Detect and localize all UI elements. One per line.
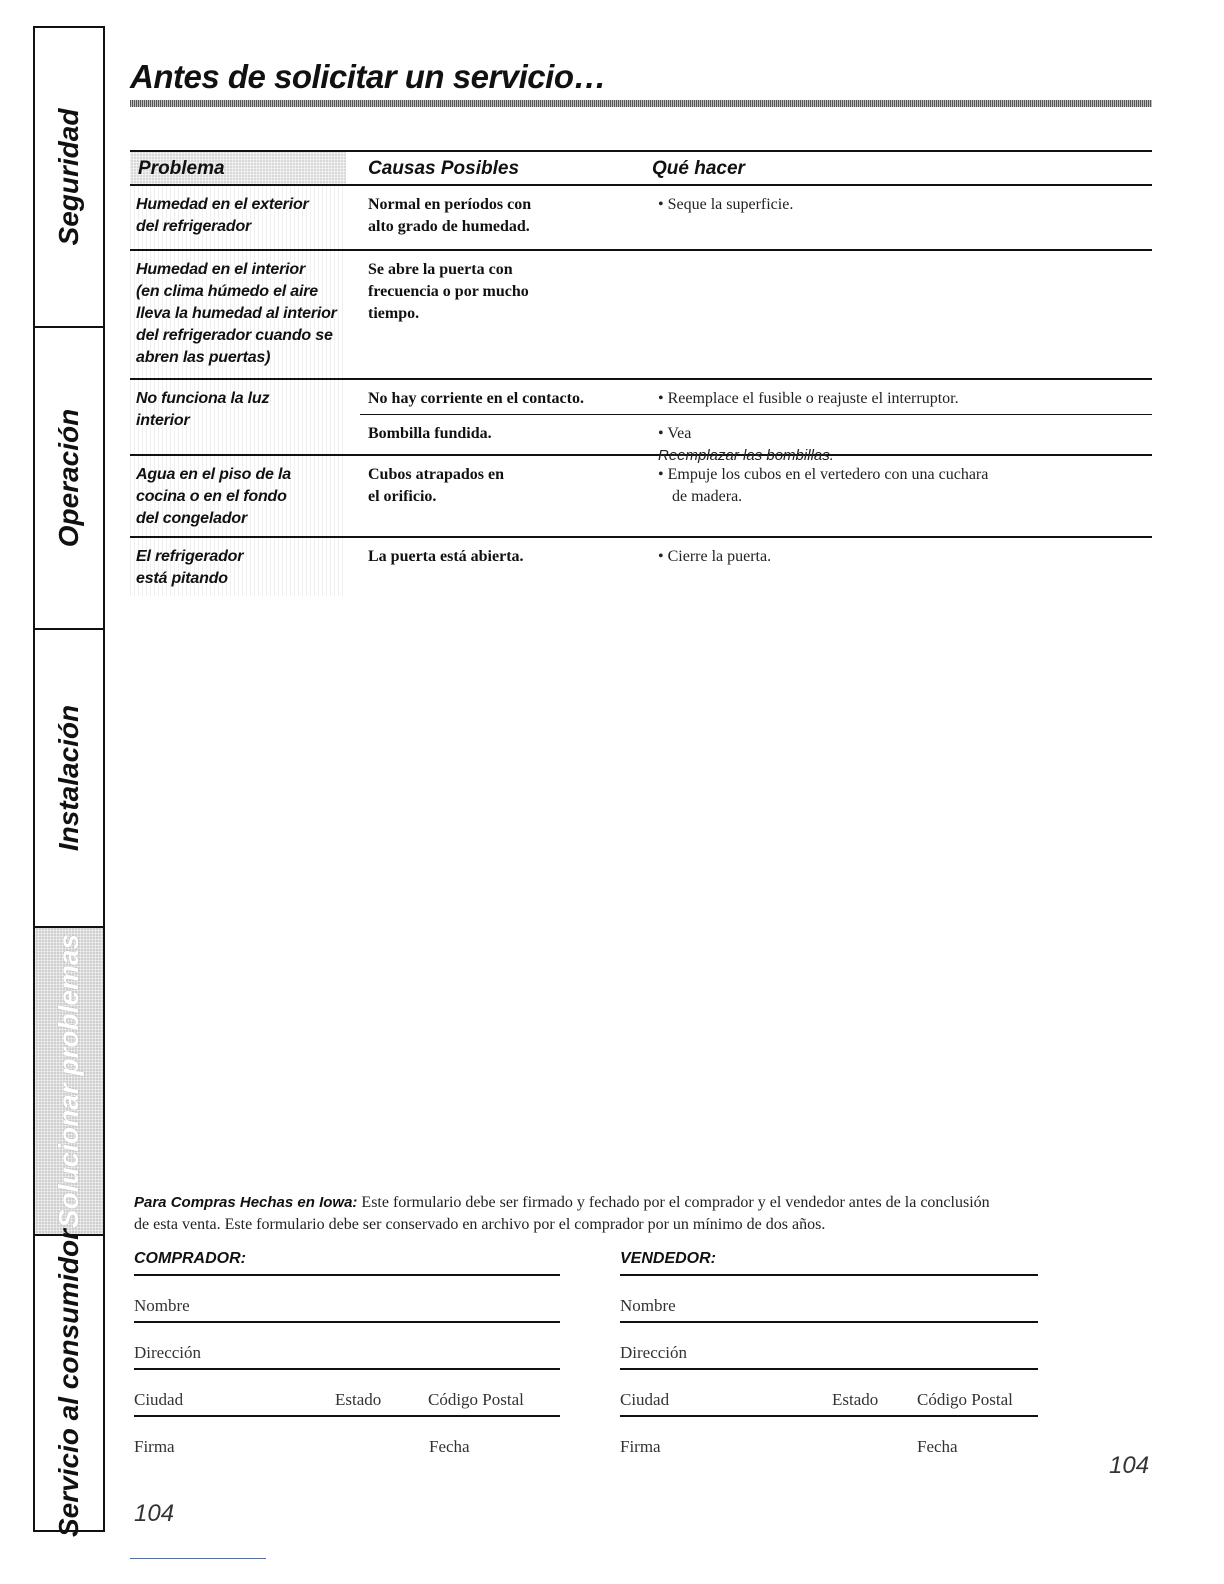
seller-name-field[interactable] <box>620 1276 1038 1323</box>
cause-text: La puerta está abierta. <box>368 548 524 565</box>
field-label: Fecha <box>429 1437 470 1456</box>
problem-text: No funciona la luz interior <box>136 390 270 429</box>
buyer-form <box>134 1250 560 1464</box>
cause-entry <box>360 380 1152 415</box>
iowa-notice-lead: Para Compras Hechas en Iowa: <box>134 1194 358 1211</box>
seller-form-title: VENDEDOR: <box>620 1250 1038 1276</box>
action-text: • Vea Reemplazar las bombillas. <box>658 425 834 464</box>
problem-cell <box>130 380 346 454</box>
tab-label: Solucionar problemas <box>53 933 84 1229</box>
footer-rule <box>130 1558 266 1559</box>
action-text: • Empuje los cubos en el vertedero con una cuchara de madera. <box>658 466 989 505</box>
buyer-signature-date-field[interactable] <box>134 1417 560 1464</box>
cause-text: Bombilla fundida. <box>368 425 492 442</box>
table-row <box>130 538 1152 596</box>
field-label: Nombre <box>620 1296 676 1315</box>
page-number: 104 <box>1109 1452 1150 1479</box>
field-label: Dirección <box>134 1343 202 1362</box>
tab-solucionar-problemas[interactable] <box>35 928 103 1236</box>
section-tabs <box>33 26 105 1538</box>
tab-label: Operación <box>53 408 84 548</box>
field-label: Firma <box>620 1437 661 1456</box>
iowa-notice: Para Compras Hechas en Iowa: Este formulario debe ser firmado y fechado por el comprador y el vendedor antes de la conclusión de esta venta. Este formulario debe ser conservado en archivo por el comprador por un mínimo de dos años. <box>134 1194 990 1233</box>
tab-label: Servicio al consumidor <box>53 1228 84 1538</box>
column-header-problem: Problema <box>138 158 225 179</box>
seller-address-field[interactable] <box>620 1323 1038 1370</box>
seller-form <box>620 1250 1038 1464</box>
cross-reference-link[interactable]: Reemplazar las bombillas. <box>658 447 834 464</box>
buyer-city-state-zip-field[interactable] <box>134 1370 560 1417</box>
table-row <box>130 456 1152 538</box>
tab-seguridad[interactable] <box>35 28 103 328</box>
field-label: Código Postal <box>917 1390 1013 1409</box>
field-label: Ciudad <box>134 1390 184 1409</box>
cause-text: Cubos atrapados en el orificio. <box>368 466 505 505</box>
troubleshooting-table <box>130 150 1152 596</box>
seller-city-state-zip-field[interactable] <box>620 1370 1038 1417</box>
tab-servicio-al-consumidor[interactable] <box>35 1228 103 1538</box>
action-text: • Reemplace el fusible o reajuste el interruptor. <box>658 390 959 407</box>
cause-entry <box>360 538 1152 596</box>
problem-cell <box>130 456 346 536</box>
buyer-address-field[interactable] <box>134 1323 560 1370</box>
cause-entry <box>360 456 1152 536</box>
cause-text: Normal en períodos con alto grado de humedad. <box>368 196 532 235</box>
field-label: Dirección <box>620 1343 688 1362</box>
buyer-name-field[interactable] <box>134 1276 560 1323</box>
field-label: Nombre <box>134 1296 190 1315</box>
problem-text: Humedad en el interior (en clima húmedo el aire lleva la humedad al interior del refrigerador cuando se abren las puertas) <box>136 261 337 366</box>
cause-entry <box>360 415 1152 464</box>
problem-text: Agua en el piso de la cocina o en el fondo del congelador <box>136 466 291 527</box>
page-title: Antes de solicitar un servicio… <box>130 58 606 95</box>
table-row <box>130 251 1152 380</box>
table-header <box>130 150 1152 186</box>
page-number: 104 <box>134 1500 175 1527</box>
table-row <box>130 186 1152 251</box>
problem-cell <box>130 538 346 596</box>
field-label: Estado <box>832 1390 879 1409</box>
cause-text: Se abre la puerta con frecuencia o por mucho tiempo. <box>368 261 529 322</box>
action-text: • Cierre la puerta. <box>658 548 772 565</box>
tab-label: Seguridad <box>53 108 84 246</box>
field-label: Ciudad <box>620 1390 670 1409</box>
tab-label: Instalación <box>53 704 84 852</box>
title-rule <box>130 100 1152 107</box>
problem-text: Humedad en el exterior del refrigerador <box>136 196 309 235</box>
field-label: Código Postal <box>428 1390 524 1409</box>
field-label: Firma <box>134 1437 175 1456</box>
problem-cell <box>130 186 346 249</box>
problem-cell <box>130 251 346 378</box>
field-label: Fecha <box>917 1437 958 1456</box>
cause-text: No hay corriente en el contacto. <box>368 390 584 407</box>
tab-instalacion[interactable] <box>35 630 103 928</box>
buyer-form-title: COMPRADOR: <box>134 1250 560 1276</box>
problem-text: El refrigerador está pitando <box>136 548 244 587</box>
column-header-causes: Causas Posibles <box>368 158 520 179</box>
seller-signature-date-field[interactable] <box>620 1417 1038 1464</box>
table-row <box>130 380 1152 464</box>
cause-entry <box>360 186 1152 249</box>
action-text: • Seque la superficie. <box>658 196 794 213</box>
column-header-action: Qué hacer <box>652 158 745 179</box>
field-label: Estado <box>335 1390 382 1409</box>
tab-operacion[interactable] <box>35 328 103 630</box>
cause-entry <box>360 251 1152 378</box>
